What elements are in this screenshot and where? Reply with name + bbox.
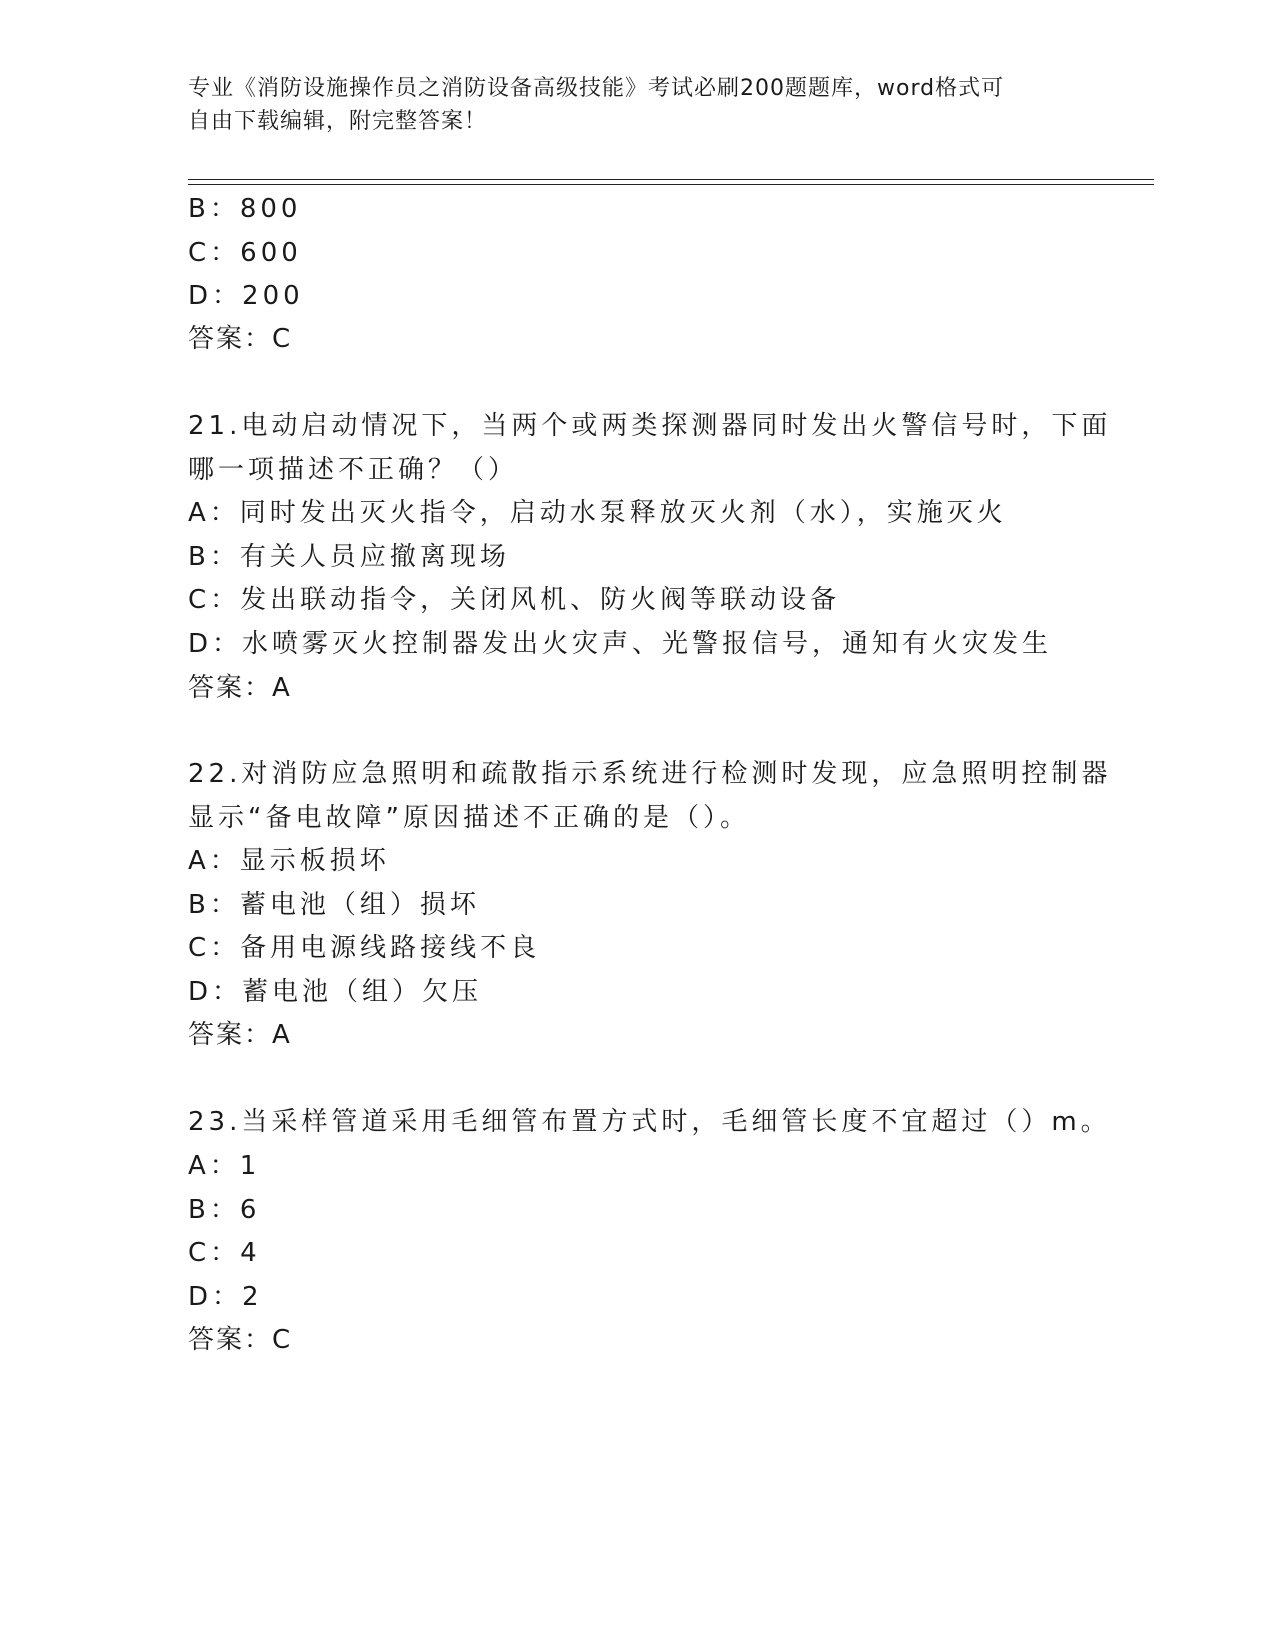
option-c: C：备用电源线路接线不良 — [188, 933, 541, 963]
option-a: A：1 — [188, 1151, 261, 1181]
answer-line: 答案：A — [188, 1020, 292, 1050]
question-stem: 23.当采样管道采用毛细管布置方式时，毛细管长度不宜超过（）m。 — [188, 1107, 1111, 1137]
header-line-1: 专业《消防设施操作员之消防设备高级技能》考试必刷200题题库，word格式可 — [188, 76, 1005, 101]
document-header — [188, 72, 1088, 138]
option-d: D：水喷雾灭火控制器发出火灾声、光警报信号，通知有火灾发生 — [188, 629, 1053, 659]
question-stem: 22.对消防应急照明和疏散指示系统进行检测时发现，应急照明控制器 — [188, 759, 1112, 789]
answer-line: 答案：A — [188, 673, 292, 703]
option-a: A：显示板损坏 — [188, 846, 390, 876]
question-stem: 21.电动启动情况下，当两个或两类探测器同时发出火警信号时，下面 — [188, 411, 1112, 441]
header-divider-top — [188, 179, 1154, 180]
answer-line: 答案：C — [188, 1325, 293, 1355]
option-b: B：800 — [188, 194, 302, 224]
option-d: D：2 — [188, 1282, 263, 1312]
question-stem-continued: 哪一项描述不正确？（） — [188, 455, 519, 485]
option-b: B：6 — [188, 1195, 261, 1225]
option-b: B：蓄电池（组）损坏 — [188, 890, 480, 920]
answer-line: 答案：C — [188, 324, 293, 354]
header-divider-bottom — [188, 184, 1154, 185]
option-c: C：发出联动指令，关闭风机、防火阀等联动设备 — [188, 585, 841, 615]
option-d: D：蓄电池（组）欠压 — [188, 977, 483, 1007]
option-d: D：200 — [188, 281, 304, 311]
question-stem-continued: 显示“备电故障”原因描述不正确的是（）。 — [188, 803, 750, 833]
option-c: C：600 — [188, 238, 302, 268]
option-b: B：有关人员应撤离现场 — [188, 542, 510, 572]
option-a: A：同时发出灭火指令，启动水泵释放灭火剂（水），实施灭火 — [188, 498, 1007, 528]
option-c: C：4 — [188, 1238, 261, 1268]
header-line-2: 自由下载编辑，附完整答案！ — [188, 109, 488, 134]
